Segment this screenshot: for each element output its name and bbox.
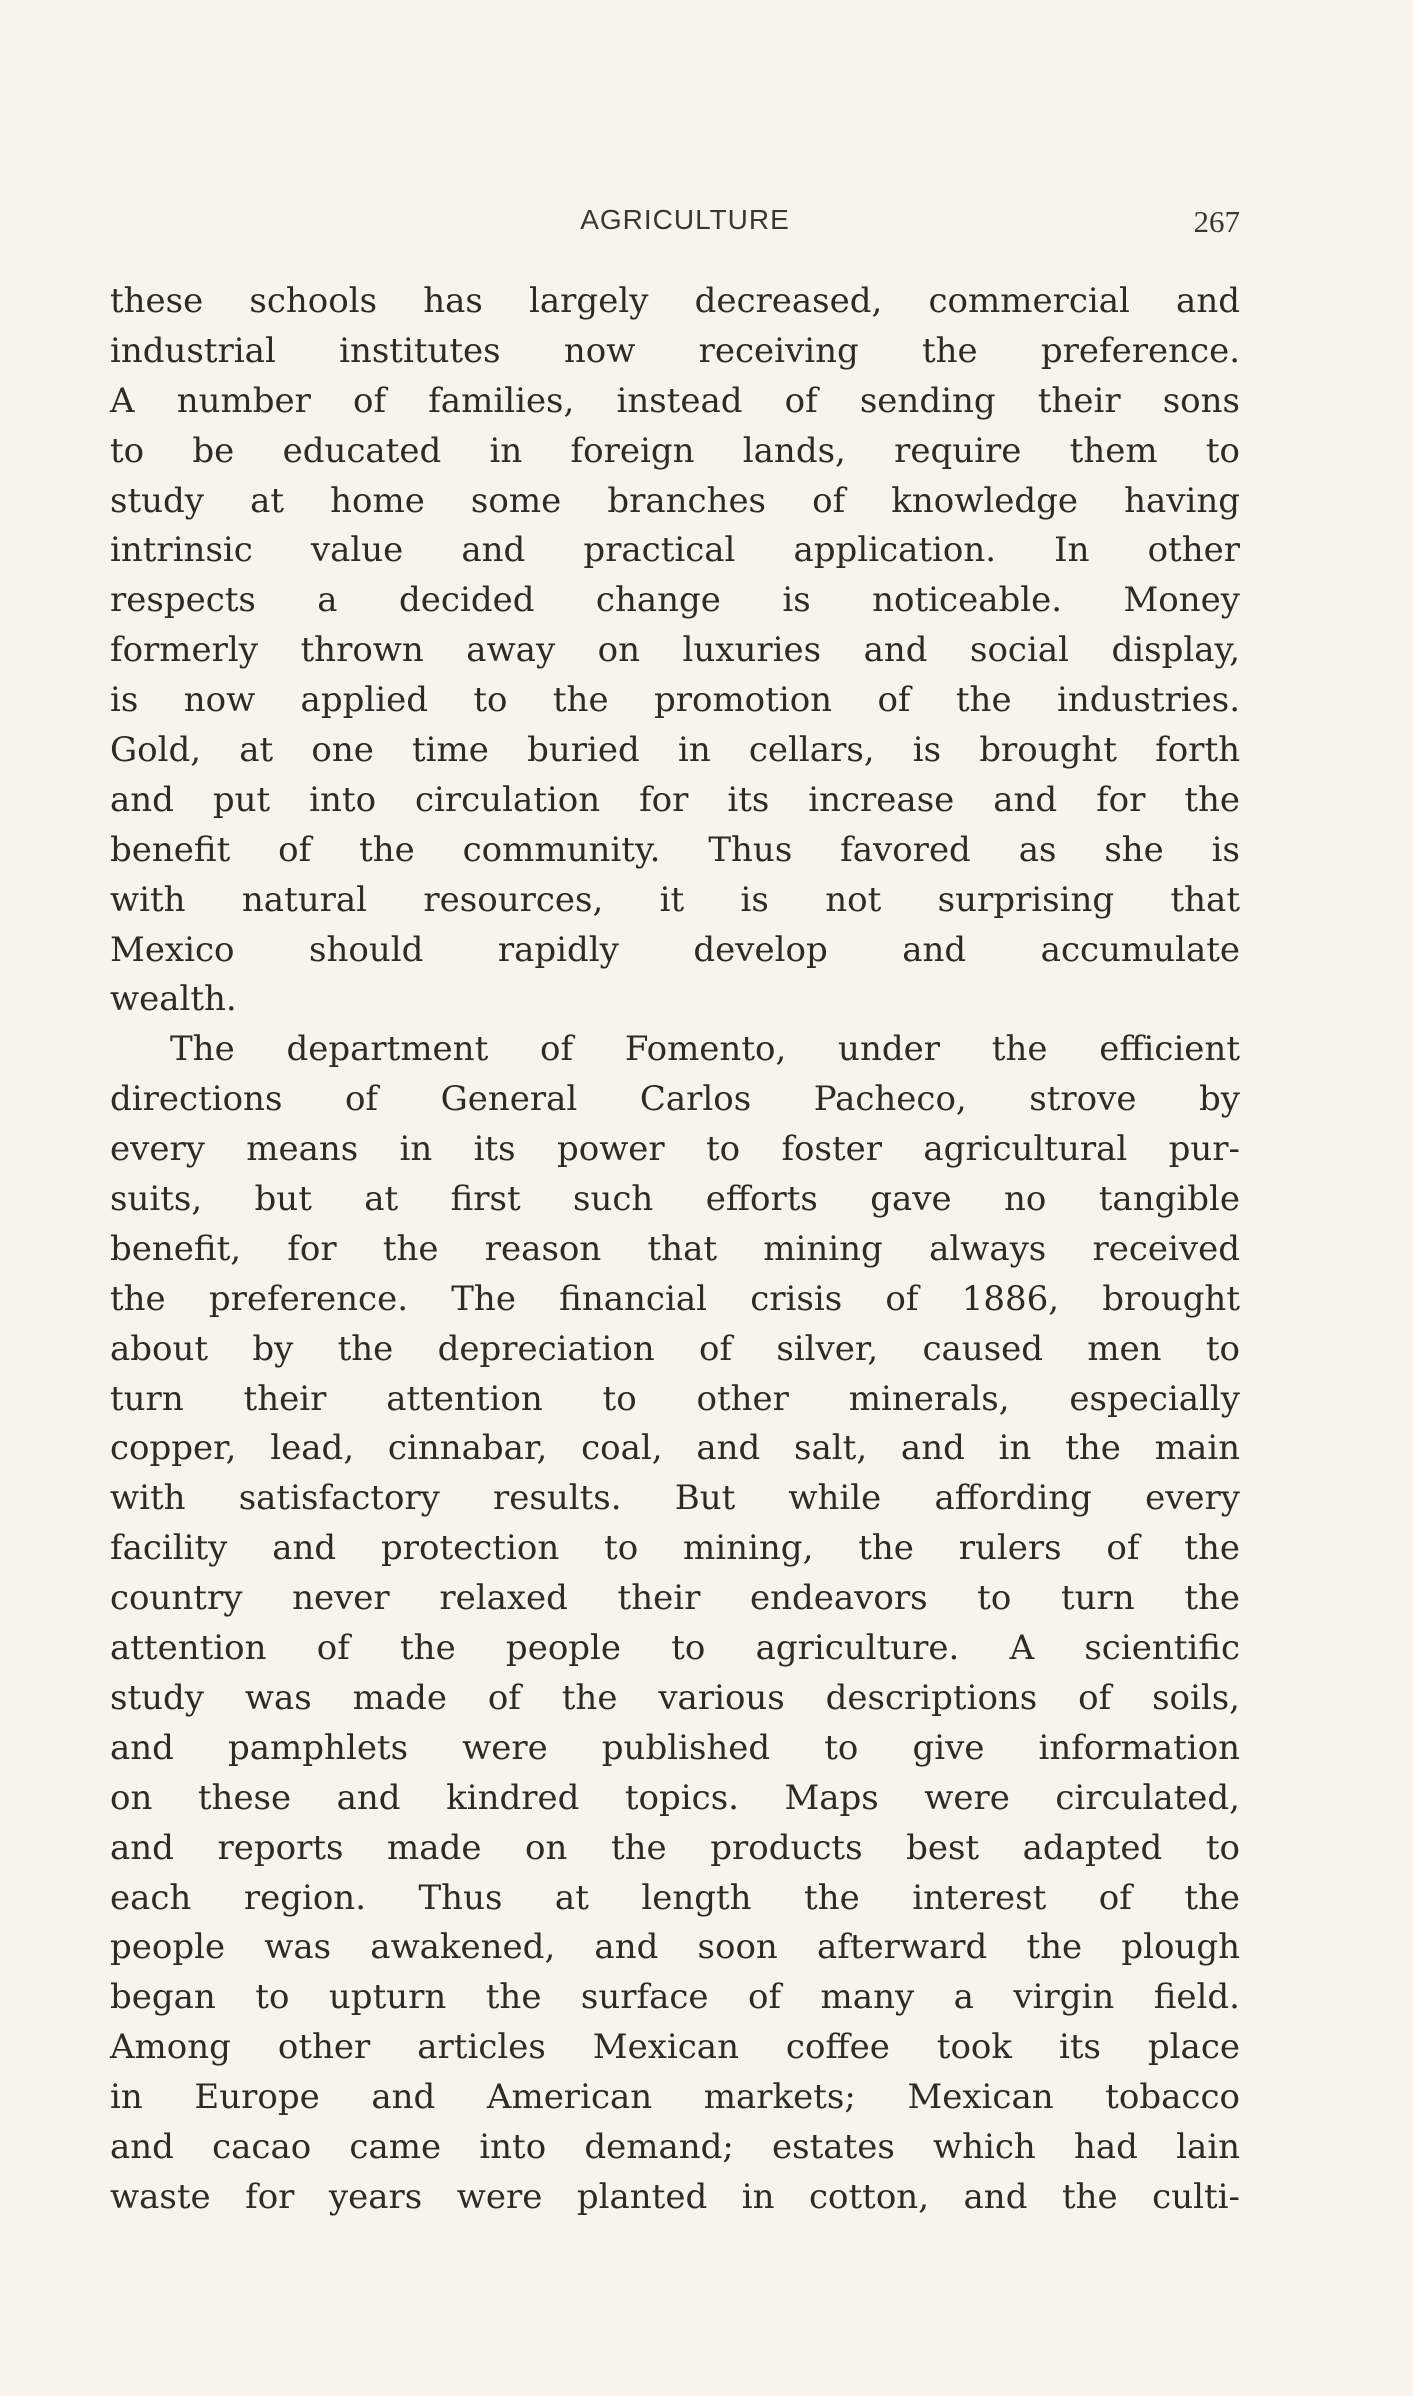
text-line: every means in its power to foster agricultural pur- bbox=[110, 1129, 1240, 1170]
text-line: Mexico should rapidly develop and accumulate bbox=[110, 929, 1240, 970]
text-line: is now applied to the promotion of the industries. bbox=[110, 680, 1240, 721]
text-line: study at home some branches of knowledge having bbox=[110, 480, 1240, 521]
text-line: in Europe and American markets; Mexican tobacco bbox=[110, 2077, 1240, 2118]
text-line: industrial institutes now receiving the preference. bbox=[110, 330, 1240, 371]
text-line: wealth. bbox=[110, 979, 237, 1020]
text-line: people was awakened, and soon afterward the plough bbox=[110, 1927, 1240, 1968]
text-line: country never relaxed their endeavors to turn the bbox=[110, 1578, 1240, 1619]
text-line: formerly thrown away on luxuries and social display, bbox=[110, 630, 1240, 671]
text-line: attention of the people to agriculture. A scientific bbox=[110, 1628, 1240, 1669]
page-number: 267 bbox=[1193, 204, 1240, 239]
text-line: began to upturn the surface of many a virgin field. bbox=[110, 1977, 1240, 2018]
text-line: with satisfactory results. But while affording every bbox=[110, 1478, 1240, 1519]
text-line: The department of Fomento, under the efficient bbox=[170, 1029, 1240, 1070]
text-line: copper, lead, cinnabar, coal, and salt, and in the main bbox=[110, 1428, 1240, 1469]
text-line: study was made of the various descriptions of soils, bbox=[110, 1677, 1240, 1718]
paragraph-1 bbox=[110, 277, 1240, 1025]
paragraph-2 bbox=[110, 1025, 1240, 2222]
text-line: and cacao came into demand; estates which had lain bbox=[110, 2126, 1240, 2167]
text-line: suits, but at first such efforts gave no tangible bbox=[110, 1179, 1240, 1220]
text-line: on these and kindred topics. Maps were circulated, bbox=[110, 1777, 1240, 1818]
text-line: intrinsic value and practical application. In other bbox=[110, 530, 1240, 571]
chapter-title: AGRICULTURE bbox=[580, 204, 790, 235]
text-line: benefit, for the reason that mining always received bbox=[110, 1228, 1240, 1269]
text-line: and reports made on the products best adapted to bbox=[110, 1827, 1240, 1868]
text-line: respects a decided change is noticeable. Money bbox=[110, 580, 1240, 621]
text-line: the preference. The financial crisis of 1886, brought bbox=[110, 1278, 1240, 1319]
text-line: each region. Thus at length the interest of the bbox=[110, 1877, 1240, 1918]
text-line: Among other articles Mexican coffee took its place bbox=[110, 2027, 1240, 2068]
text-line: these schools has largely decreased, commercial and bbox=[110, 281, 1240, 321]
text-line: Gold, at one time buried in cellars, is brought forth bbox=[110, 730, 1240, 771]
text-line: directions of General Carlos Pacheco, strove by bbox=[110, 1079, 1240, 1120]
text-line: waste for years were planted in cotton, and the culti- bbox=[110, 2176, 1240, 2217]
body-text bbox=[110, 277, 1240, 2223]
text-line: with natural resources, it is not surprising that bbox=[110, 879, 1240, 920]
text-line: benefit of the community. Thus favored as she is bbox=[110, 829, 1240, 870]
text-line: about by the depreciation of silver, caused men to bbox=[110, 1328, 1240, 1369]
text-line: turn their attention to other minerals, especially bbox=[110, 1378, 1240, 1419]
text-line: to be educated in foreign lands, require them to bbox=[110, 430, 1240, 471]
running-head bbox=[110, 204, 1240, 244]
text-line: A number of families, instead of sending their sons bbox=[110, 380, 1240, 421]
text-line: facility and protection to mining, the rulers of the bbox=[110, 1528, 1240, 1569]
text-line: and put into circulation for its increase and for the bbox=[110, 779, 1240, 820]
text-line: and pamphlets were published to give information bbox=[110, 1727, 1240, 1768]
